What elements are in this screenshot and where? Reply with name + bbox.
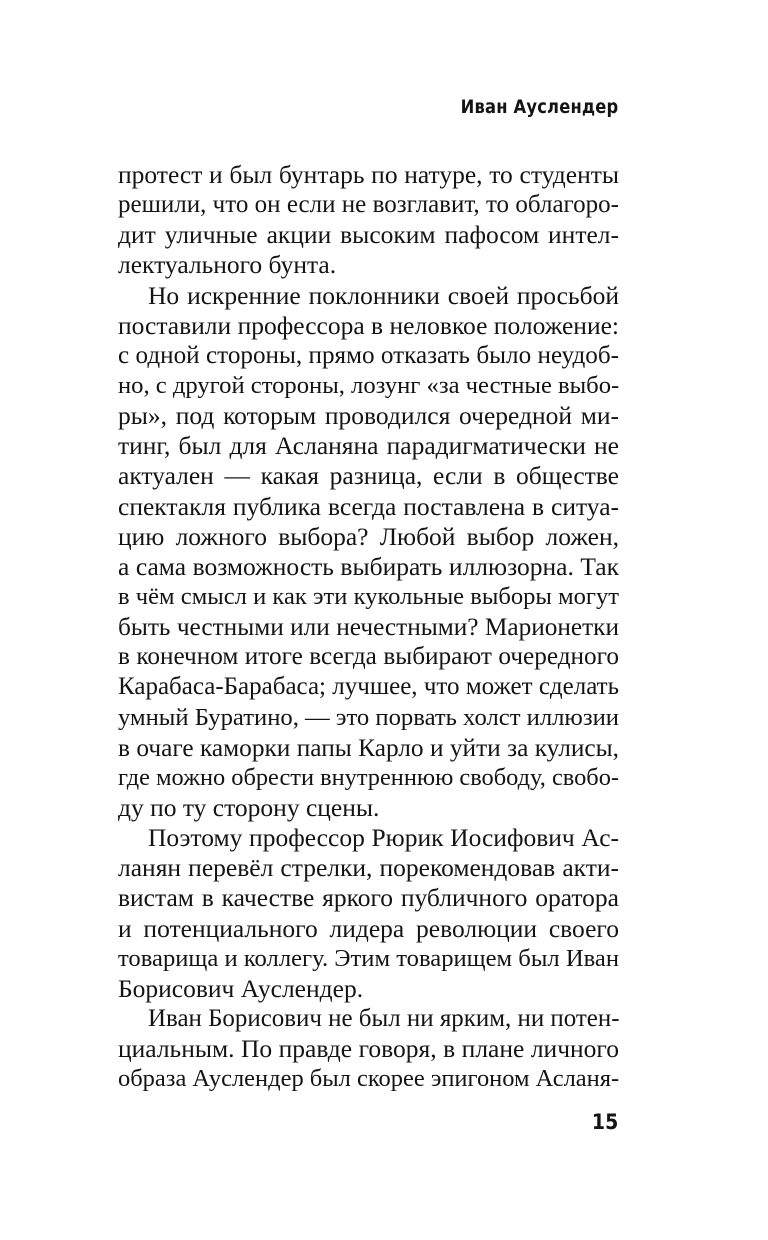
body-text: [118, 160, 619, 1094]
text-line: в очаге каморки папы Карло и уйти за кулисы,: [118, 733, 619, 762]
text-line: и потенциального лидера революции своего: [118, 913, 619, 943]
text-line: ланян перевёл стрелки, порекомендовав акти-: [118, 853, 619, 883]
text-line: цию ложного выбора? Любой выбор ложен,: [118, 521, 619, 551]
text-line: в конечном итоге всегда выбирают очередного: [118, 643, 619, 671]
paragraph: [118, 160, 619, 281]
text-line: Карабаса-Барабаса; лучшее, что может сделать: [118, 673, 619, 701]
text-line: ду по ту сторону сцены.: [118, 792, 380, 822]
page-number: 15: [591, 1110, 618, 1134]
text-line: протест и был бунтарь по натуре, то студенты: [118, 160, 619, 189]
text-line: но, с другой стороны, лозунг «за честные выбо-: [118, 371, 620, 399]
text-line: ры», под которым проводился очередной ми-: [118, 401, 619, 431]
text-line: Поэтому профессор Рюрик Иосифович Ас-: [148, 823, 619, 853]
text-line: умный Буратино, — это порвать холст иллюзии: [118, 703, 619, 731]
text-line: Борисович Ауслендер.: [118, 973, 364, 1003]
text-line: дит уличные акции высоким пафосом интел-: [118, 220, 619, 250]
text-line: Иван Борисович не был ни ярким, ни потен-: [148, 1004, 620, 1032]
text-line: быть честными или нечестными? Марионетки: [118, 613, 619, 642]
text-line: Но искренние поклонники своей просьбой: [148, 280, 619, 310]
paragraph: [118, 281, 619, 824]
text-line: спектакля публика всегда поставлена в ситуа-: [118, 491, 619, 521]
text-line: актуален — какая разница, если в обществе: [118, 461, 619, 491]
text-line: поставили профессора в неловкое положение:: [118, 310, 619, 340]
paragraph: [118, 1004, 619, 1094]
text-line: лектуального бунта.: [118, 250, 337, 280]
text-line: с одной стороны, прямо отказать было неудоб-: [118, 341, 619, 369]
paragraph: [118, 823, 619, 1004]
text-line: образа Ауслендер был скорее эпигоном Асланя-: [118, 1065, 620, 1093]
text-line: где можно обрести внутреннюю свободу, свобо-: [118, 763, 620, 791]
text-line: циальным. По правде говоря, в плане личного: [118, 1034, 619, 1064]
text-line: в чём смысл и как эти кукольные выборы могут: [118, 582, 619, 610]
text-line: тинг, был для Асланяна парадигматически не: [118, 431, 619, 461]
text-line: вистам в качестве яркого публичного оратора: [118, 883, 619, 913]
text-line: товарища и коллегу. Этим товарищем был Иван: [118, 944, 619, 972]
text-line: а сама возможность выбирать иллюзорна. Так: [118, 551, 619, 581]
running-header: Иван Ауслендер: [460, 96, 618, 118]
text-line: решили, что он если не возглавит, то облагоро-: [118, 191, 619, 219]
